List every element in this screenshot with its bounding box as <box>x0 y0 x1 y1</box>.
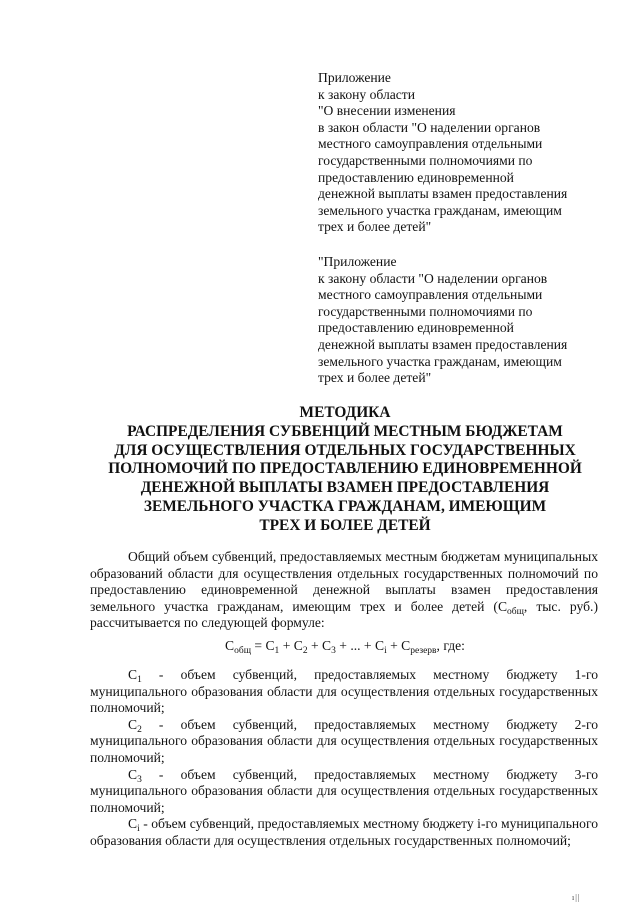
appendix-header-line: государственными полномочиями по <box>318 152 533 168</box>
formula-subscript: i <box>384 646 387 656</box>
definition-symbol: C <box>128 816 138 832</box>
title-line: ТРЕХ И БОЛЕЕ ДЕТЕЙ <box>259 516 431 534</box>
formula <box>90 638 600 654</box>
definition-text: - объем субвенций, предоставляемых местному бюджету i-го муниципального образования области для осуществления отдельных государственных полномочий; <box>90 816 598 848</box>
appendix-header-line: к закону области <box>318 86 416 102</box>
original-appendix-line: земельного участка гражданам, имеющим <box>318 353 562 369</box>
definitions-list <box>90 667 598 850</box>
formula-part: + ... + C <box>335 638 385 653</box>
title-line: МЕТОДИКА <box>299 404 391 421</box>
title-line: ЗЕМЕЛЬНОГО УЧАСТКА ГРАЖДАНАМ, ИМЕЮЩИМ <box>143 497 547 515</box>
formula-subscript: резерв <box>410 646 437 656</box>
page-stamp: ı|| <box>572 893 581 902</box>
formula-part: + C <box>307 638 332 653</box>
original-appendix-line: "Приложение <box>318 254 397 269</box>
definition-item <box>90 816 598 849</box>
title-line: РАСПРЕДЕЛЕНИЯ СУБВЕНЦИЙ МЕСТНЫМ БЮДЖЕТАМ <box>127 422 563 440</box>
formula-part: , где: <box>436 638 465 653</box>
intro-paragraph <box>90 549 598 632</box>
formula-part: = C <box>251 638 275 653</box>
original-appendix-line: государственными полномочиями по <box>318 303 533 319</box>
title-line: ДЛЯ ОСУЩЕСТВЛЕНИЯ ОТДЕЛЬНЫХ ГОСУДАРСТВЕННЫХ <box>114 441 576 459</box>
appendix-header-line: трех и более детей" <box>318 219 432 235</box>
formula-subscript: 3 <box>331 646 336 656</box>
definition-text: - объем субвенций, предоставляемых местному бюджету 3-го муниципального образования области для осуществления отдельных государственных полномочий; <box>90 766 598 815</box>
appendix-header <box>318 70 618 236</box>
original-appendix-line: к закону области "О наделении органов <box>318 270 548 286</box>
definition-symbol: C <box>128 716 138 732</box>
appendix-header-line: "О внесении изменения <box>318 103 456 119</box>
formula-symbol: C <box>225 638 235 653</box>
definition-text: - объем субвенций, предоставляемых местному бюджету 2-го муниципального образования области для осуществления отдельных государственных полномочий; <box>90 716 598 765</box>
definition-subscript: i <box>137 824 140 835</box>
original-appendix-line: местного самоуправления отдельными <box>318 287 543 303</box>
original-appendix-header <box>318 254 618 387</box>
formula-part: + C <box>386 638 411 653</box>
appendix-header-line: в закон области "О наделении органов <box>318 119 541 135</box>
definition-subscript: 3 <box>137 774 142 785</box>
document-title <box>90 404 600 536</box>
definition-subscript: 1 <box>137 675 142 685</box>
formula-part: + C <box>279 638 303 653</box>
formula-subscript: общ <box>234 646 252 656</box>
intro-text-end: , тыс. руб.) рассчитывается по следующей формуле: <box>90 598 598 631</box>
definition-symbol: C <box>128 667 138 682</box>
formula-subscript: 1 <box>274 646 280 656</box>
appendix-header-line: местного самоуправления отдельными <box>318 136 543 152</box>
title-line: ДЕНЕЖНОЙ ВЫПЛАТЫ ВЗАМЕН ПРЕДОСТАВЛЕНИЯ <box>140 479 550 497</box>
appendix-header-line: предоставлению единовременной <box>318 169 514 185</box>
original-appendix-line: трех и более детей" <box>318 370 432 386</box>
original-appendix-line: предоставлению единовременной <box>318 320 514 336</box>
definition-item <box>90 767 598 817</box>
definition-item <box>90 667 598 717</box>
definition-item <box>90 717 598 767</box>
intro-subscript: общ <box>507 606 524 617</box>
appendix-header-line: земельного участка гражданам, имеющим <box>318 202 562 218</box>
definition-text: - объем субвенций, предоставляемых местному бюджету 1-го муниципального образования области для осуществления отдельных государственных полномочий; <box>90 667 598 716</box>
formula-subscript: 2 <box>302 646 308 656</box>
intro-text: Общий объем субвенций, предоставляемых местным бюджетам муниципальных образований области для осуществления отдельных государственных полномочий по предоставлению единовременной денежной выплаты взамен предоставления земельного участка гражданам, имеющим трех и более детей (C <box>90 549 598 614</box>
title-line: ПОЛНОМОЧИЙ ПО ПРЕДОСТАВЛЕНИЮ ЕДИНОВРЕМЕННОЙ <box>108 460 582 478</box>
appendix-header-line: денежной выплаты взамен предоставления <box>318 186 568 202</box>
definition-subscript: 2 <box>137 724 142 735</box>
appendix-header-line: Приложение <box>318 70 391 85</box>
original-appendix-line: денежной выплаты взамен предоставления <box>318 336 568 352</box>
definition-symbol: C <box>128 766 138 782</box>
